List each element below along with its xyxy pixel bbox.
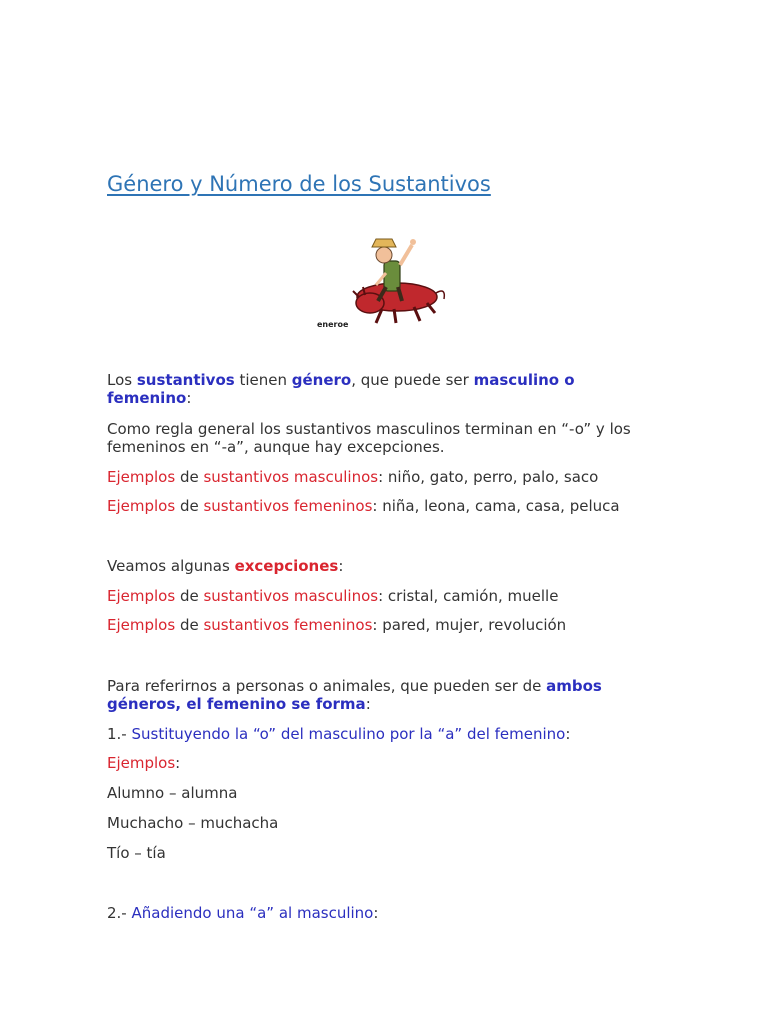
exceptions-masculine-line: Ejemplos de sustantivos masculinos: cristal, camión, muelle [107,587,559,605]
keyword-genero: género [291,371,352,389]
example-item: Muchacho – muchacha [107,814,279,832]
examples-masculine-line: Ejemplos de sustantivos masculinos: niño, gato, perro, palo, saco [107,468,599,486]
image-caption: eneroe [317,320,349,329]
example-item: Tío – tía [107,844,166,862]
keyword-excepciones: excepciones [234,557,339,575]
exceptions-feminine-line: Ejemplos de sustantivos femeninos: pared, mujer, revolución [107,616,567,634]
cowboy-riding-bull-illustration [312,225,452,335]
examples-feminine-line: Ejemplos de sustantivos femeninos: niña, leona, cama, casa, peluca [107,497,620,515]
keyword-ambos-generos: ambos géneros, el femenino se forma [107,677,602,713]
persons-lead: Para referirnos a personas o animales, que pueden ser de ambos géneros, el femenino se forma: [107,677,602,713]
cowboy-bull-icon [312,225,452,335]
exceptions-lead: Veamos algunas excepciones: [107,557,344,575]
keyword-sustantivos: sustantivos [136,371,235,389]
keyword-masculino-femenino: masculino o femenino [107,371,575,407]
examples-label: Ejemplos: [107,754,181,772]
page-title[interactable]: Género y Número de los Sustantivos [107,172,491,196]
intro-paragraph: Los sustantivos tienen género, que puede ser masculino o femenino: [107,371,575,407]
rule-1-line: 1.- Sustituyendo la “o” del masculino por la “a” del femenino: [107,725,571,743]
rule-2-line: 2.- Añadiendo una “a” al masculino: [107,904,379,922]
rule-paragraph: Como regla general los sustantivos masculinos terminan en “-o” y los femeninos en “-a”, aunque hay excepciones. [107,420,631,456]
example-item: Alumno – alumna [107,784,238,802]
